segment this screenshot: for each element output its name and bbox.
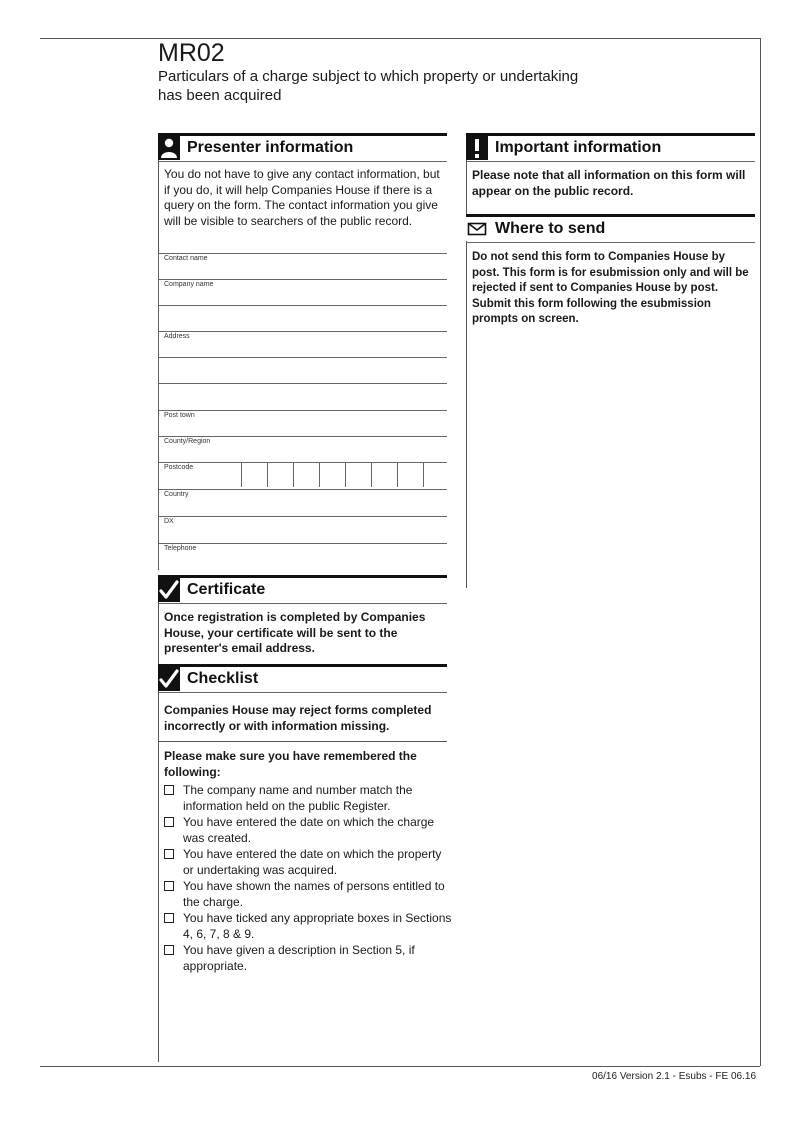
version-footer: 06/16 Version 2.1 - Esubs - FE 06.16 (592, 1071, 756, 1082)
address-field-3[interactable] (158, 383, 447, 409)
presenter-heading: Presenter information (187, 139, 354, 156)
presenter-intro: You do not have to give any contact information, but if you do, it will help Companies House if there is a query on the form. The contact information you give will be visible to searchers of the public record. (164, 167, 440, 228)
postcode-box-5[interactable] (345, 462, 368, 487)
post-town-field[interactable] (158, 410, 447, 436)
checkbox[interactable] (164, 785, 174, 795)
address-field-2[interactable] (158, 357, 447, 383)
checklist-item-text: You have given a description in Section 5, if appropriate. (183, 943, 415, 973)
address-label: Address (164, 333, 190, 340)
checklist-section-header (158, 664, 447, 693)
postcode-label: Postcode (164, 464, 194, 471)
contact-name-label: Contact name (164, 255, 208, 262)
form-title: Particulars of a charge subject to which property or undertaking has been acquired (158, 68, 579, 104)
where-to-send-heading: Where to send (495, 220, 606, 237)
certificate-section-header (158, 575, 447, 604)
postcode-box-2[interactable] (267, 462, 290, 487)
checkbox[interactable] (164, 817, 174, 827)
presenter-section-header (158, 133, 447, 162)
checklist-item-text: You have ticked any appropriate boxes in Sections 4, 6, 7, 8 & 9. (183, 911, 452, 941)
checkbox[interactable] (164, 849, 174, 859)
contact-name-field[interactable] (158, 253, 447, 279)
page-top-rule (40, 38, 760, 39)
person-icon (158, 136, 180, 160)
dx-field[interactable] (158, 516, 447, 542)
important-text: Please note that all information on this form will appear on the public record. (472, 168, 746, 198)
page-bottom-rule (40, 1066, 760, 1067)
company-name-field[interactable] (158, 279, 447, 305)
checkbox[interactable] (164, 913, 174, 923)
important-heading: Important information (495, 139, 662, 156)
certificate-heading: Certificate (187, 581, 266, 598)
exclamation-icon (466, 136, 488, 160)
envelope-icon (466, 217, 488, 241)
checklist-item-text: You have entered the date on which the property or undertaking was acquired. (183, 847, 442, 877)
tick-icon (158, 578, 180, 602)
checklist-item-text: You have entered the date on which the charge was created. (183, 815, 435, 845)
where-to-send-text: Do not send this form to Companies House by post. This form is for esubmission only and will be rejected if sent to Companies House by post. Submit this form following the esubmission prompts on screen. (472, 251, 749, 326)
county-field[interactable] (158, 436, 447, 462)
dx-label: DX (164, 518, 174, 525)
telephone-field[interactable] (158, 543, 447, 569)
country-label: Country (164, 491, 189, 498)
checklist-divider (158, 741, 447, 742)
checklist-prompt: Please make sure you have remembered the following: (164, 749, 417, 779)
postcode-box-4[interactable] (319, 462, 342, 487)
country-field[interactable] (158, 489, 447, 515)
checkbox[interactable] (164, 945, 174, 955)
checklist-heading: Checklist (187, 670, 259, 687)
address-field[interactable] (158, 331, 447, 357)
postcode-box-3[interactable] (293, 462, 316, 487)
checklist-text: Companies House may reject forms completed incorrectly or with information missing. (164, 703, 432, 733)
certificate-text: Once registration is completed by Companies House, your certificate will be sent to the presenter's email address. (164, 610, 426, 656)
tick-icon (158, 667, 180, 691)
form-code: MR02 (158, 39, 225, 67)
postcode-box-6[interactable] (371, 462, 394, 487)
checkbox[interactable] (164, 881, 174, 891)
postcode-box-7[interactable] (397, 462, 420, 487)
telephone-label: Telephone (164, 545, 197, 552)
postcode-box-1[interactable] (241, 462, 264, 487)
important-section-header (466, 133, 755, 162)
company-name-field-2[interactable] (158, 305, 447, 331)
where-to-send-section-header (466, 214, 755, 243)
county-label: County/Region (164, 438, 211, 445)
company-name-label: Company name (164, 281, 214, 288)
checklist-item-text: The company name and number match the information held on the public Register. (183, 783, 413, 813)
post-town-label: Post town (164, 412, 195, 419)
page-right-rule (760, 38, 761, 1066)
checklist-item-text: You have shown the names of persons entitled to the charge. (183, 879, 445, 909)
postcode-box-8[interactable] (423, 462, 446, 487)
